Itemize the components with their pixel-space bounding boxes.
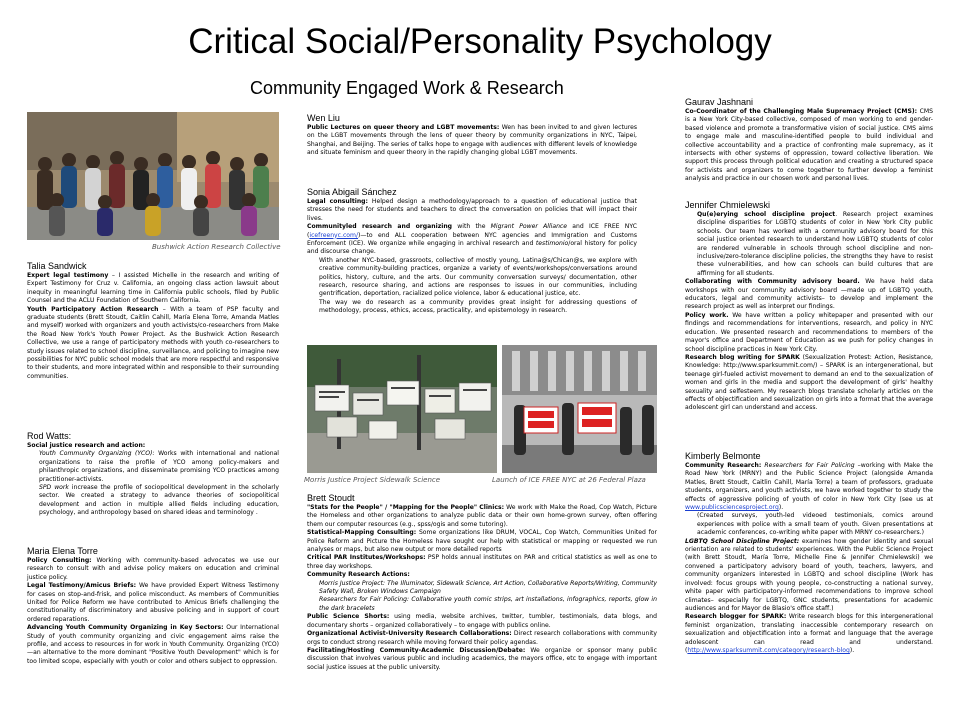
section-name: Rod Watts: <box>27 431 72 441</box>
ice-free-nyc-photo <box>502 345 657 473</box>
gaurav-section: Gaurav Jashnani Co-Coordinator of the Challenging Male Supremacy Project (CMS): CMS is a New York City-based collective, composed of men working to end gender-based violence and promote a transformative vision of social justice. CMS aims to engage male and masculine-identified people to build individual and collective accountability and a practice of confronting male supremacy, as it intersects with other systems of oppression, toward collective liberation. We support this process through political education and creating a structured space for activists and organizers to come together to further develop a feminist analysis and practice in our chosen work and personal lives. <box>685 97 933 183</box>
icefreenyc-link[interactable]: icefreenyc.com/ <box>309 231 359 239</box>
section-name: Jennifer Chmielewski <box>685 200 771 210</box>
public-science-project-link[interactable]: www.publicsciencesproject.org <box>685 504 779 512</box>
wen-section: Wen Liu Public Lectures on queer theory and LGBT movements: Wen has been invited to and given lectures on the LGBT movements through the lens of queer theory by community organizations in NYC, Taipei, Shanghai, and Beijing. The series of talks hope to engage with audiences with different levels of knowledge and situate feminism and queer theory in the rapidly changing global LGBT movements. <box>307 113 637 157</box>
page-subtitle: Community Engaged Work & Research <box>250 78 564 98</box>
morris-justice-photo <box>307 345 497 473</box>
section-name: Wen Liu <box>307 113 340 123</box>
section-name: Maria Elena Torre <box>27 546 98 556</box>
brett-section: Brett Stoudt "Stats for the People" / "Mapping for the People" Clinics: We work with Make the Road, Cop Watch, Picture the Homeless and other organizations to analyze public data or their own home-grown survey, often offering them our computer resources (e.g., spss/ogis and some tutoring). Statistical-Mapping Consulting: Some organizations like DRUM, VOCAL, Cop Watch, Communities United for Police Reform and Picture the Homeless have sought our help with statistical or mapping or requested we run analyses or maps, but also new output or more detailed reports Critical PAR Institutes/Workshops: PSP holds annual institutes on PAR and critical statistics as well as one to three day workshops. Community Research Actions: Morris Justice Project: The Illuminator, Sidewalk Science, Art Action, Collaborative Reports/Writing, Community Safety Wall, Broken Windows Campaign Researchers for Fair Policing: Collaborative youth comic strips, art installations, infographics, reports, glow in the dark bracelets Public Science Shorts: using media, website archives, twitter, tumbler, testimonials, data blogs, and documentary shorts – organized collaboratively – to engage with publics online. Organizational Activist-University Research Collaborations: Direct research collaborations with community orgs to conduct strong research while moving forward their policy agendas. Facilitating/Hosting Community-Academic Discussion/Debate: We organize or sponsor many public discussion that involves various public and including academics, the mayors office, etc to engage with important social justice issues at the public university. <box>307 493 658 671</box>
maria-section: Maria Elena Torre Policy Consulting: Working with community-based advocates we use our research to consult with and advise policy makers on education and criminal justice policy. Legal Testimony/Amicus Briefs: We have provided Expert Witness Testimony for cases on stop-and-frisk, and police misconduct. As members of Communities United for Police Reform we have contributed to Amicus Briefs challenging the constitutionality of discriminatory and abusive policing and in support of court ordered reparations. Advancing Youth Community Organizing in Key Sectors: Our International Study of youth community organizing and civic engagement aims raise the profile, and access to resources in for work in Youth Community. Organizing (YCO)—an alternative to the more dominant "Positive Youth Development" which is for too limited scope, especially with youth or color and others subject to oppression. <box>27 546 280 665</box>
morris-justice-photo-caption: Morris Justice Project Sidewalk Science <box>304 476 441 484</box>
page-title: Critical Social/Personality Psychology <box>188 22 772 61</box>
ice-free-nyc-photo-caption: Launch of ICE FREE NYC at 26 Federal Plaza <box>492 476 646 484</box>
section-name: Kimberly Belmonte <box>685 451 761 461</box>
section-name: Sonia Abigail Sánchez <box>307 187 397 197</box>
talia-section: Talia Sandwick Expert legal testimony – I assisted Michelle in the research and writing of Expert Testimony for Cruz v. California, an ongoing class action lawsuit about inequity in meaningful learning time in California public schools, filed by Public Counsel and the ACLU Foundation of Southern California. Youth Participatory Action Research – With a team of PSP faculty and graduate students (Brett Stoudt, Caitlin Cahill, María Elena Torre, Amanda Matles and myself) worked with organizers and youth activists/co-researchers from Make the Road New York's Youth Power Project. As the Bushwick Action Research Collective, we use a range of participatory methods with youth co-researchers to study issues related to school discipline, surveillance, and policing to imagine new possibilities for NYC public school models that are more respectful and responsive to their students, and more integrated within and responsible to their surrounding communities. <box>27 261 279 380</box>
sonia-section: Sonia Abigail Sánchez Legal consulting: Helped design a methodology/approach to a question of educational justice that stresses the need for students and teachers to direct the conversation on policies that will impact their lives. Communityled research and organizing with the Migrant Power Alliance and ICE FREE NYC (icefreenyc.com/)—to end ALL cooperation between NYC agencies and Immigration and Customs Enforcement (ICE). We organize while engaging in archival research and testimonio/oral history for policy and discourse change. With another NYC-based, grassroots, collective of mostly young, Latina@s/Chican@s, we explore with creative community-building practices, organize a variety of events/workshops/conversations around politics, history, culture, and the arts. Our community conversation surveys/ documentation, other research, resource sharing, and actions are responses to issues in our communities, including gentrification, deportation, racialized police violence, labor & educational justice, etc. The way we do research as a community provides great insight for addressing questions of methodology, process, ethics, access, practicality, and epistemology in research. <box>307 187 638 315</box>
section-name: Gaurav Jashnani <box>685 97 754 107</box>
bushwick-photo-caption: Bushwick Action Research Collective <box>152 243 281 251</box>
spark-research-blog-link[interactable]: http://www.sparksummit.com/category/research-blog <box>687 646 850 654</box>
bushwick-photo <box>27 112 279 240</box>
section-name: Talia Sandwick <box>27 261 87 271</box>
rod-section: Rod Watts: Social justice research and action: Youth Community Organizing (YCO): Works with international and national organizations to raise the profile of YCO among policy-makers and philanthropic organizations, and disseminate promising YCO practices among practitioner-activists. SPD work increase the profile of sociopolitical development in the scholarly sector. We created a strategy to advance theories of sociopolitical development and action in multiple allied fields including education, psychology, and anthropology based on shared ideas and terminology . <box>27 431 280 517</box>
section-name: Brett Stoudt <box>307 493 355 503</box>
kimberly-section: Kimberly Belmonte Community Research: Researchers for Fair Policing –working with Make the Road New York (MRNY) and the Public Science Project (alongside Amanda Matles, Brett Stoudt, Caitlin Cahill, María Torre) a team of professors, graduate students, organizers, and youth activists, we have worked together to study the effects of aggressive policing of youth of color in New York City (see us at www.publicsciencesproject.org). (Created surveys, youth-led videoed testimonials, comics around experiences with police with a small team of youth. Given presentations at academic conferences, co-writing white paper with MRNY co-researchers.) LGBTQ School Discipline Project: examines how gender identity and sexual orientation are related to students' experiences. With the Public Science Project (with Brett Stoudt, María Torre, Michelle Fine & Jennifer Chmielewski) we convened a participatory advisory board of youth, teachers, lawyers, and community organizers interested in LGBTQ and school discipline (Work has involved: focus groups with young people, co-constructing a national survey, white paper with participatory-informed recommendations to improve school climates– especially for LGBTQ, GNC students, presentations for academic audiences and for Mayor de Blasio's office staff.) Research blogger for SPARK: Write research blogs for this intergenerational feminist organization, translating inaccessible contemporary research on sexualization and objectification into a format and language that the average adolescent can read and understand. (http://www.sparksummit.com/category/research-blog). <box>685 451 934 654</box>
jennifer-section: Jennifer Chmielewski Qu(e)erying school discipline project. Research project examines discipline disparities for LGBTQ students of color in New York City public schools. Our team has worked with a community advisory board for this social justice oriented research to understand how LGBTQ students of color are rendered vulnerable in schools through school discipline and non-inclusive/zero-tolerance discipline policies, the strengths they have to resist these vulnerabilities, and how can schools can build cultures that are affirming for all students. Collaborating with Community advisory board. We have held data workshops with our community advisory board —made up of LGBTQ youth, educators, legal and community activists– to develop and implement the research project as well as interpret our findings. Policy work. We have written a policy whitepaper and presented with our findings and recommendations for interventions, research, and policy in NYC education. We presented research and recommendations to members of the mayor's office and Department of Education as we push for policy changes in school discipline practices in New York City. Research blog writing for SPARK (Sexualization Protest: Action, Resistance, Knowledge: http://www.sparksummit.com/) – SPARK is an intergenerational, but teenage girl-fueled activist movement to demand an end to the sexualization of women and girls in the media and support the development of girls' healthy sexuality and selfesteem. My research blogs translate scholarly articles on the effects of objectification and sexualization on girls into a format that the average adolescent girl can understand and access. <box>685 200 933 412</box>
